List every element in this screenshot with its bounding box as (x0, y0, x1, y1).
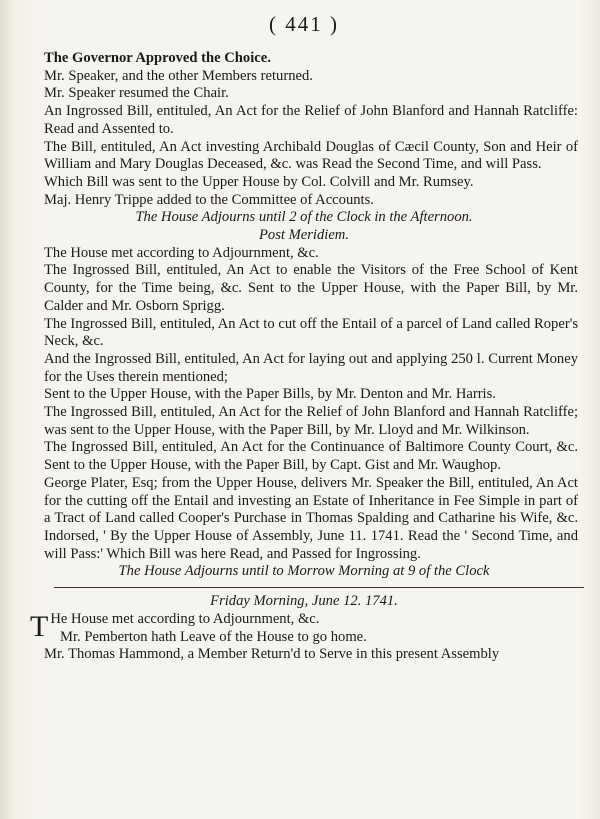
entry-adjourn-morning: The House Adjourns until to Morrow Morning at 9 of the Clock (118, 563, 490, 580)
entry-house-met: The House met according to Adjournment, &c. (44, 244, 319, 261)
entry-hammond-member: Mr. Thomas Hammond, a Member Return'd to Serve in this present Assembly (44, 646, 500, 663)
entry-plater-delivers: George Plater, Esq; from the Upper House, delivers Mr. Speaker the Bill, entituled, An Act for the cutting off the Entail and investing an Estate of Inheritance in Fee Simple in part of a Tract of Land called Cooper's Purchase in Thomas Spalding and Catharine his Wife, &c. Indorsed, ' By the Upper House of Assembly, June 11. 1741. Read the ' Second Time, and will Pass:' Which Bill was here Read, and Passed for Ingrossing. (44, 474, 578, 562)
entry-governor-approved: The Governor Approved the Choice. (44, 50, 271, 66)
entry-adjourn-afternoon: The House Adjourns until 2 of the Clock in the Afternoon. (135, 209, 473, 226)
entry-baltimore-bill: The Ingrossed Bill, entituled, An Act for the Continuance of Baltimore County Court, &c. Sent to the Upper House, with the Paper Bill, by Capt. Gist and Mr. Waughop. (44, 439, 578, 474)
entry-free-school-bill: The Ingrossed Bill, entituled, An Act to enable the Visitors of the Free School of Kent County, for the Time being, &c. Sent to the Upper House, with the Paper Bill, by Mr. Calder and Mr. Osborn Sprigg. (44, 262, 578, 314)
entry-sent-denton-harris: Sent to the Upper House, with the Paper Bills, by Mr. Denton and Mr. Harris. (44, 386, 496, 403)
entry-members-returned: Mr. Speaker, and the other Members returned. (44, 67, 313, 84)
page-number: ( 441 ) (269, 12, 339, 36)
entry-sent-colvill-rumsey: Which Bill was sent to the Upper House by Col. Colvill and Mr. Rumsey. (44, 173, 474, 190)
entry-relief-bill-sent: The Ingrossed Bill, entituled, An Act for the Relief of John Blanford and Hannah Ratcliffe; was sent to the Upper House, with the Paper Bill, by Mr. Lloyd and Mr. Wilkinson. (44, 404, 578, 438)
entry-relief-bill-assented: An Ingrossed Bill, entituled, An Act for the Relief of John Blanford and Hannah Ratcliffe: Read and Assented to. (44, 103, 578, 137)
entry-douglas-bill: The Bill, entituled, An Act investing Archibald Douglas of Cæcil County, Son and Heir of William and Mary Douglas Deceased, &c. was Read the Second Time, and will Pass. (44, 138, 578, 173)
journal-text (30, 50, 578, 664)
heading-friday-morning: Friday Morning, June 12. 1741. (210, 593, 398, 610)
entry-trippe-committee: Maj. Henry Trippe added to the Committee of Accounts. (44, 191, 374, 208)
entry-current-money-bill: And the Ingrossed Bill, entituled, An Act for laying out and applying 250 l. Current Money for the Uses therein mentioned; (44, 350, 578, 385)
section-rule (54, 587, 584, 588)
heading-post-meridiem: Post Meridiem. (259, 227, 349, 244)
entry-speaker-resumed: Mr. Speaker resumed the Chair. (44, 85, 229, 102)
entry-friday-house-met-text: He House met according to Adjournment, &c. (50, 610, 320, 627)
entry-ropers-neck-bill: The Ingrossed Bill, entituled, An Act to cut off the Entail of a parcel of Land called Roper's Neck, &c. (44, 315, 578, 350)
entry-pemberton-leave: Mr. Pemberton hath Leave of the House to go home. (60, 628, 367, 645)
drop-capital: T (30, 609, 49, 643)
